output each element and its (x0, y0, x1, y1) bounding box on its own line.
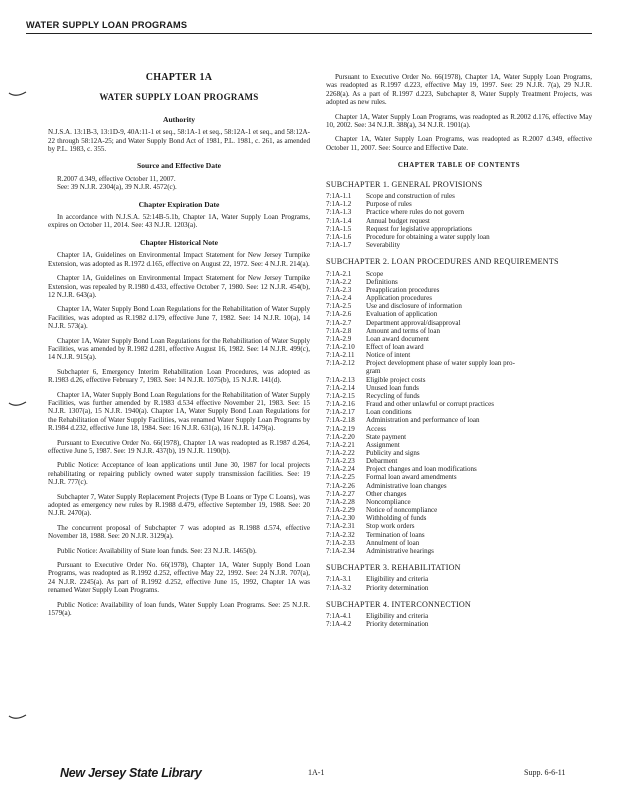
toc-section-number: 7:1A-2.3 (326, 285, 352, 294)
toc-section-number: 7:1A-1.4 (326, 216, 352, 225)
toc-section-title: Noncompliance (366, 497, 411, 506)
toc-heading: CHAPTER TABLE OF CONTENTS (397, 162, 521, 170)
toc-section-number: 7:1A-2.7 (326, 318, 352, 327)
toc-section-number: 7:1A-2.31 (326, 522, 355, 531)
toc-section-title: Effect of loan award (366, 342, 424, 351)
toc-entry (326, 294, 592, 302)
subchapter-heading: SUBCHAPTER 4. INTERCONNECTION (326, 599, 471, 609)
authority-text: N.J.S.A. 13:1B-3, 13:1D-9, 40A:11-1 et seq., 58:1A-1 et seq., 58:12A-1 et seq., and 58:12A-22 through 58:12A-25; and Water Supply Bond Act of 1981, P.L. 1981, c. 261, as amended by P.L. 1983, c. 355. (48, 128, 310, 154)
subchapter-heading: SUBCHAPTER 3. REHABILITATION (326, 563, 461, 573)
toc-section-title: Practice where rules do not govern (366, 208, 465, 217)
toc-section-title: Scope and construction of rules (366, 192, 455, 201)
history-paragraph: Chapter 1A, Water Supply Loan Programs, was readopted as R.2002 d.176, effective May 10, 2002. See: 34 N.J.R. 388(a), 34 N.J.R. 1901(a). (326, 112, 592, 130)
history-paragraph: Subchapter 7, Water Supply Replacement Projects (Type B Loans or Type C Loans), was adopted as emergency new rules by R.1988 d.479, effective September 19, 1988. See: 20 N.J.R. 2470(a). (48, 492, 310, 518)
toc-entry (326, 416, 592, 424)
toc-entry (326, 408, 592, 416)
toc-entry (326, 498, 592, 506)
toc-entry (326, 539, 592, 547)
toc-entry (326, 384, 592, 392)
toc-entry (326, 620, 592, 628)
toc-section-number: 7:1A-2.10 (326, 342, 355, 351)
toc-section-number: 7:1A-2.9 (326, 334, 352, 343)
toc-section-title: Termination of loans (366, 530, 425, 539)
source-line-1: R.2007 d.349, effective October 11, 2007. (57, 174, 176, 183)
margin-tick-mark-2 (8, 400, 28, 410)
source-heading: Source and Effective Date (136, 161, 221, 171)
toc-section-title: Severability (366, 241, 401, 249)
history-paragraph: Chapter 1A, Guidelines on Environmental Impact Statement for New Jersey Turnpike Extension, was adopted as R.1972 d.165, effective on August 22, 1972. See: 4 N.J.R. 214(a). (48, 251, 310, 268)
toc-entry (326, 200, 592, 208)
toc-section-number: 7:1A-1.1 (326, 192, 352, 201)
toc-section-number: 7:1A-2.14 (326, 383, 355, 392)
toc-entry (326, 376, 592, 384)
toc-section-number: 7:1A-2.32 (326, 530, 355, 539)
toc-entry (326, 310, 592, 318)
toc-section-number: 7:1A-2.29 (326, 506, 355, 515)
toc-entry (326, 208, 592, 216)
toc-entry (326, 225, 592, 233)
toc-entry (326, 531, 592, 539)
toc-section-number: 7:1A-2.22 (326, 449, 355, 457)
toc-entry (326, 343, 592, 351)
expiration-text: In accordance with N.J.S.A. 52:14B-5.1b, Chapter 1A, Water Supply Loan Programs, expires on October 11, 2014. See: 43 N.J.R. 1203(a). (48, 213, 310, 230)
toc-entry (326, 490, 592, 498)
history-paragraph: Chapter 1A, Water Supply Loan Programs, was readopted as R.2007 d.349, effective October 11, 2007. See: Source and Effective Date. (326, 135, 592, 152)
toc-entry (326, 392, 592, 400)
toc-section-title: Evaluation of application (366, 310, 438, 319)
toc-list (326, 192, 592, 249)
toc-section-number: 7:1A-2.15 (326, 391, 355, 400)
toc-entry (326, 335, 592, 343)
toc-section-number: 7:1A-2.33 (326, 538, 355, 547)
history-paragraph: Chapter 1A, Water Supply Bond Loan Regulations for the Rehabilitation of Water Supply Facilities, was adopted as R.1982 d.179, effective June 7, 1982. See: 14 N.J.R. 10(a), 14 N.J.R. 573(a). (48, 305, 310, 331)
toc-section-title: Notice of intent (366, 351, 411, 360)
toc-entry (326, 270, 592, 278)
toc-section-number: 7:1A-2.16 (326, 400, 355, 409)
toc-section-number: 7:1A-2.1 (326, 269, 352, 278)
toc-section-number: 7:1A-1.5 (326, 224, 352, 233)
toc-entry (326, 286, 592, 294)
toc-entry (326, 449, 592, 457)
toc-entry (326, 278, 592, 286)
toc-section-title: Loan conditions (366, 408, 412, 417)
toc-entry (326, 514, 592, 522)
toc-section-title: Stop work orders (366, 522, 415, 531)
toc-entry (326, 400, 592, 408)
toc-entry (326, 441, 592, 449)
toc-section-title: State payment (366, 432, 407, 441)
toc-entry (326, 351, 592, 359)
toc-section-title: Fraud and other unlawful or corrupt practices (366, 400, 494, 409)
toc-section-title: Purpose of rules (366, 200, 412, 209)
toc-section-title: Assignment (366, 440, 400, 449)
toc-section-title: Use and disclosure of information (366, 302, 462, 311)
left-column (48, 60, 310, 624)
toc-section-title: Definitions (366, 277, 398, 286)
history-paragraph: The concurrent proposal of Subchapter 7 was adopted as R.1988 d.574, effective November 18, 1988. See: 20 N.J.R. 3129(a). (48, 523, 310, 541)
toc-entry (326, 302, 592, 310)
expiration-heading: Chapter Expiration Date (138, 199, 220, 209)
toc-section-title: Annual budget request (366, 216, 430, 225)
toc-entry (326, 327, 592, 335)
toc-section-title: Procedure for obtaining a water supply loan (366, 232, 490, 241)
toc-list (326, 612, 592, 628)
toc-section-number: 7:1A-2.12 (326, 359, 355, 368)
history-paragraph: Public Notice: Availability of loan funds, Water Supply Loan Programs. See: 25 N.J.R. 1579(a). (48, 600, 310, 618)
history-paragraph: Chapter 1A, Water Supply Bond Loan Regulations for the Rehabilitation of Water Supply Facilities, was amended by R.1982 d.281, effective August 16, 1982. See: 14 N.J.R. 499(c), 14 N.J.R. 915(a). (48, 336, 310, 362)
history-paragraph: Public Notice: Availability of State loan funds. See: 23 N.J.R. 1465(b). (57, 546, 257, 555)
history-paragraph: Pursuant to Executive Order No. 66(1978), Chapter 1A, Water Supply Bond Loan Programs, was readopted as R.1992 d.252, effective May 22, 1992. See: 24 N.J.R. 707(a), 24 N.J.R. 2245(a). As part of R.1992 d.252, effective June 15, 1992, Chapter 1A was renamed Water Supply Loan Programs. (48, 561, 310, 595)
toc-section-number: 7:1A-2.19 (326, 424, 355, 433)
toc-entry (326, 575, 592, 583)
toc-section-title: Formal loan award amendments (366, 473, 457, 482)
right-column (326, 73, 592, 628)
toc-section-number: 7:1A-2.18 (326, 416, 355, 425)
toc-entry (326, 482, 592, 490)
toc-section-number: 7:1A-2.5 (326, 302, 352, 311)
toc-section-title: Administrative loan changes (366, 481, 447, 490)
toc-section-number: 7:1A-2.25 (326, 473, 355, 482)
margin-tick-mark-3 (8, 713, 28, 723)
chapter-subtitle: WATER SUPPLY LOAN PROGRAMS (99, 92, 259, 103)
toc-section-number (326, 367, 366, 375)
toc-section-number: 7:1A-2.6 (326, 310, 352, 319)
toc-section-title: Debarment (366, 457, 398, 466)
toc-section-number: 7:1A-1.2 (326, 200, 352, 209)
toc-section-title: Application procedures (366, 294, 432, 303)
toc-entry (326, 506, 592, 514)
toc-section-number: 7:1A-4.2 (326, 620, 352, 629)
toc-entry (326, 241, 592, 249)
toc-section-number: 7:1A-1.7 (326, 241, 352, 249)
toc-entry (326, 233, 592, 241)
toc-section-number: 7:1A-4.1 (326, 612, 352, 621)
toc-section-number: 7:1A-3.1 (326, 575, 352, 584)
toc-section-title: Administration and performance of loan (366, 416, 480, 425)
toc-section-title: Priority determination (366, 583, 429, 592)
toc-section-title: gram (366, 367, 381, 376)
toc-entry (326, 192, 592, 200)
margin-tick-mark-1 (8, 90, 28, 100)
toc-section-title: Eligibility and criteria (366, 612, 429, 621)
history-paragraph: Pursuant to Executive Order No. 66(1978), Chapter 1A, Water Supply Loan Programs, was readopted as R.1997 d.223, effective May 19, 1997. See: 29 N.J.R. 7(a), 29 N.J.R. 2268(a). As a part of R.1997 d.223, Subchapter 8, Water Supply Treatment Projects, was adopted as new rules. (326, 73, 592, 107)
toc-section-number: 7:1A-1.6 (326, 232, 352, 241)
toc-entry (326, 584, 592, 592)
history-paragraph: Pursuant to Executive Order No. 66(1978), Chapter 1A was readopted as R.1987 d.264, effective June 5, 1987. See: 19 N.J.R. 437(b), 19 N.J.R. 1190(b). (48, 438, 310, 455)
toc-section-number: 7:1A-2.21 (326, 440, 355, 449)
running-head: WATER SUPPLY LOAN PROGRAMS (26, 20, 592, 34)
library-watermark: New Jersey State Library (60, 766, 202, 780)
toc-entry (326, 465, 592, 473)
toc-section-number: 7:1A-2.34 (326, 546, 355, 555)
toc-section-number: 7:1A-2.28 (326, 497, 355, 506)
toc-section-title: Publicity and signs (366, 449, 420, 457)
toc-section-number: 7:1A-2.27 (326, 489, 355, 498)
toc-section-title: Annulment of loan (366, 538, 420, 547)
toc-entry (326, 547, 592, 555)
history-paragraph: Public Notice: Acceptance of loan applications until June 30, 1987 for local projects rehabilitating or repairing publicly owned water supply transmission facilities. See: 19 N.J.R. 777(c). (48, 461, 310, 487)
toc-section-title: Administrative hearings (366, 546, 434, 555)
toc-list (326, 575, 592, 591)
toc-section-title: Notice of noncompliance (366, 506, 438, 515)
toc-section-title: Priority determination (366, 620, 429, 629)
toc-entry (326, 473, 592, 481)
table-of-contents (326, 180, 592, 629)
toc-section-title: Department approval/disapproval (366, 318, 461, 327)
toc-section-number: 7:1A-2.30 (326, 514, 355, 523)
toc-section-title: Unused loan funds (366, 383, 419, 392)
history-heading: Chapter Historical Note (140, 237, 218, 247)
subchapter-heading: SUBCHAPTER 2. LOAN PROCEDURES AND REQUIREMENTS (326, 257, 559, 267)
toc-section-number: 7:1A-2.20 (326, 432, 355, 441)
history-paragraph: Chapter 1A, Water Supply Bond Loan Regulations for the Rehabilitation of Water Supply Facilities, was further amended by R.1983 d.534 effective November 21, 1983. See: 15 N.J.R. 1307(a), 15 N.J.R. 1940(a). Chapter 1A, Water Supply Bond Loan Regulations for the Rehabilitation of Water Supply Facilities, was renamed Water Supply Loan Programs by R.1984 d.232, effective June 18, 1984. See: 16 N.J.R. 631(a), 16 N.J.R. 1479(a). (48, 390, 310, 433)
toc-section-number: 7:1A-2.2 (326, 277, 352, 286)
toc-section-title: Project development phase of water supply loan pro- (366, 359, 515, 368)
toc-section-title: Access (366, 424, 386, 433)
toc-entry (326, 612, 592, 620)
toc-section-title: Eligibility and criteria (366, 575, 429, 584)
toc-section-title: Scope (366, 269, 384, 278)
toc-entry (326, 319, 592, 327)
toc-section-number: 7:1A-2.23 (326, 457, 355, 466)
toc-section-title: Eligible project costs (366, 375, 426, 384)
supplement-date: Supp. 6-6-11 (524, 768, 566, 777)
toc-entry (326, 433, 592, 441)
toc-entry (326, 217, 592, 225)
toc-entry (326, 425, 592, 433)
toc-section-title: Amount and terms of loan (366, 326, 440, 335)
toc-section-number: 7:1A-2.24 (326, 465, 355, 474)
toc-list (326, 270, 592, 555)
toc-section-number: 7:1A-2.17 (326, 408, 355, 417)
chapter-title: CHAPTER 1A (145, 72, 213, 83)
subchapter-heading: SUBCHAPTER 1. GENERAL PROVISIONS (326, 179, 483, 189)
toc-section-number: 7:1A-3.2 (326, 583, 352, 592)
toc-entry (326, 457, 592, 465)
history-paragraph: Chapter 1A, Guidelines on Environmental Impact Statement for New Jersey Turnpike Extension, was repealed by R.1980 d.433, effective October 7, 1980. See: 12 N.J.R. 454(b), 12 N.J.R. 643(a). (48, 274, 310, 299)
toc-section-title: Request for legislative appropriations (366, 224, 472, 233)
toc-entry (326, 522, 592, 530)
toc-section-number: 7:1A-2.8 (326, 326, 352, 335)
toc-section-title: Preapplication procedures (366, 285, 440, 294)
toc-section-number: 7:1A-1.3 (326, 208, 352, 217)
toc-section-number: 7:1A-2.11 (326, 351, 355, 360)
toc-section-number: 7:1A-2.26 (326, 481, 355, 490)
toc-section-title: Other changes (366, 489, 407, 498)
history-paragraph: Subchapter 6, Emergency Interim Rehabilitation Loan Procedures, was adopted as R.1983 d.26, effective February 7, 1983. See: 14 N.J.R. 1075(b), 15 N.J.R. 141(d). (48, 367, 310, 385)
authority-heading: Authority (162, 114, 196, 124)
toc-section-title: Withholding of funds (366, 514, 427, 523)
toc-section-number: 7:1A-2.13 (326, 375, 355, 384)
toc-entry (326, 359, 592, 367)
page-number: 1A-1 (308, 768, 325, 777)
toc-section-title: Loan award document (366, 334, 430, 343)
toc-section-title: Recycling of funds (366, 391, 420, 400)
toc-section-title: Project changes and loan modifications (366, 465, 477, 474)
toc-section-number: 7:1A-2.4 (326, 294, 352, 303)
source-line-2: See: 39 N.J.R. 2304(a), 39 N.J.R. 4572(c). (57, 183, 177, 192)
toc-entry (326, 367, 592, 375)
